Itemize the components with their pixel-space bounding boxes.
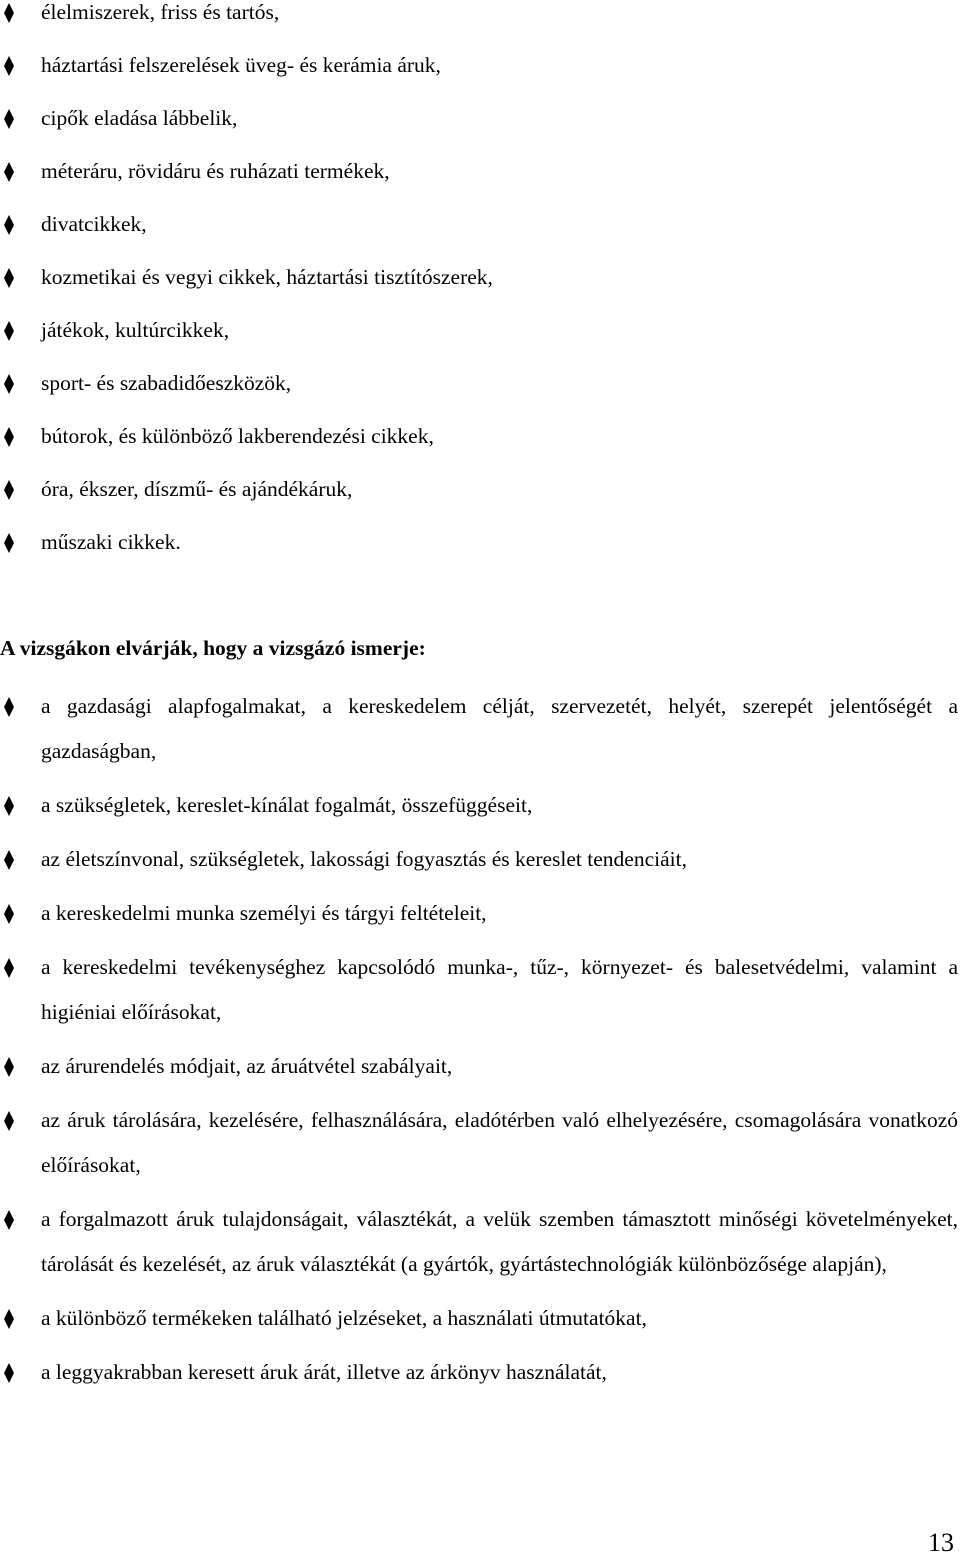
list-item-text: a kereskedelmi tevékenységhez kapcsolódó munka-, tűz-, környezet- és balesetvédelmi, valamint a higiéniai előírásokat, bbox=[41, 955, 958, 1024]
diamond-bullet-icon bbox=[3, 902, 15, 926]
list-item-text: játékok, kultúrcikkek, bbox=[41, 318, 230, 342]
list-item-text: a forgalmazott áruk tulajdonságait, választékát, a velük szemben támasztott minőségi követelményeket, tárolását és kezelését, az áruk választékát (a gyártók, gyártástechnológiák különbözősége alapján), bbox=[41, 1207, 958, 1276]
list-item bbox=[0, 684, 958, 774]
exam-requirements-list bbox=[0, 684, 958, 1404]
diamond-bullet-icon bbox=[3, 531, 15, 555]
list-item-text: méteráru, rövidáru és ruházati termékek, bbox=[41, 159, 390, 183]
list-item-text: bútorok, és különböző lakberendezési cikkek, bbox=[41, 424, 434, 448]
list-item-text: sport- és szabadidőeszközök, bbox=[41, 371, 292, 395]
list-item bbox=[0, 945, 958, 1035]
list-item bbox=[0, 212, 958, 236]
list-item bbox=[0, 1197, 958, 1287]
diamond-bullet-icon bbox=[3, 372, 15, 396]
list-item bbox=[0, 783, 958, 828]
diamond-bullet-icon bbox=[3, 160, 15, 184]
list-item-text: az árurendelés módjait, az áruátvétel szabályait, bbox=[41, 1054, 453, 1078]
list-item bbox=[0, 371, 958, 395]
list-item bbox=[0, 106, 958, 130]
list-item-text: a gazdasági alapfogalmakat, a kereskedelem célját, szervezetét, helyét, szerepét jelentőségét a gazdaságban, bbox=[41, 694, 958, 763]
diamond-bullet-icon bbox=[3, 1055, 15, 1079]
list-item-text: műszaki cikkek. bbox=[41, 530, 181, 554]
product-category-list bbox=[0, 0, 958, 583]
list-item-text: a kereskedelmi munka személyi és tárgyi feltételeit, bbox=[41, 901, 487, 925]
list-item bbox=[0, 424, 958, 448]
list-item bbox=[0, 0, 958, 24]
list-item bbox=[0, 318, 958, 342]
list-item-text: a szükségletek, kereslet-kínálat fogalmát, összefüggéseit, bbox=[41, 793, 533, 817]
list-item bbox=[0, 159, 958, 183]
diamond-bullet-icon bbox=[3, 1, 15, 25]
list-item bbox=[0, 265, 958, 289]
list-item-text: a leggyakrabban keresett áruk árát, illetve az árkönyv használatát, bbox=[41, 1360, 607, 1384]
diamond-bullet-icon bbox=[3, 319, 15, 343]
list-item-text: kozmetikai és vegyi cikkek, háztartási tisztítószerek, bbox=[41, 265, 493, 289]
page-number: 13 bbox=[928, 1528, 954, 1557]
list-item bbox=[0, 1350, 958, 1395]
list-item-text: az áruk tárolására, kezelésére, felhasználására, eladótérben való elhelyezésére, csomagolására vonatkozó előírásokat, bbox=[41, 1108, 958, 1177]
list-item bbox=[0, 530, 958, 554]
list-item bbox=[0, 477, 958, 501]
list-item-text: a különböző termékeken található jelzéseket, a használati útmutatókat, bbox=[41, 1306, 647, 1330]
diamond-bullet-icon bbox=[3, 848, 15, 872]
diamond-bullet-icon bbox=[3, 1208, 15, 1232]
list-item bbox=[0, 1296, 958, 1341]
diamond-bullet-icon bbox=[3, 213, 15, 237]
diamond-bullet-icon bbox=[3, 1307, 15, 1331]
list-item bbox=[0, 1044, 958, 1089]
diamond-bullet-icon bbox=[3, 794, 15, 818]
diamond-bullet-icon bbox=[3, 695, 15, 719]
diamond-bullet-icon bbox=[3, 54, 15, 78]
list-item-text: háztartási felszerelések üveg- és kerámia áruk, bbox=[41, 53, 441, 77]
list-item-text: cipők eladása lábbelik, bbox=[41, 106, 238, 130]
list-item bbox=[0, 891, 958, 936]
diamond-bullet-icon bbox=[3, 1361, 15, 1385]
list-item bbox=[0, 53, 958, 77]
diamond-bullet-icon bbox=[3, 266, 15, 290]
list-item-text: divatcikkek, bbox=[41, 212, 147, 236]
diamond-bullet-icon bbox=[3, 1109, 15, 1133]
list-item-text: óra, ékszer, díszmű- és ajándékáruk, bbox=[41, 477, 353, 501]
section-heading: A vizsgákon elvárják, hogy a vizsgázó ismerje: bbox=[0, 636, 426, 660]
diamond-bullet-icon bbox=[3, 107, 15, 131]
diamond-bullet-icon bbox=[3, 425, 15, 449]
list-item bbox=[0, 1098, 958, 1188]
list-item-text: élelmiszerek, friss és tartós, bbox=[41, 0, 280, 24]
diamond-bullet-icon bbox=[3, 956, 15, 980]
diamond-bullet-icon bbox=[3, 478, 15, 502]
list-item-text: az életszínvonal, szükségletek, lakossági fogyasztás és kereslet tendenciáit, bbox=[41, 847, 687, 871]
list-item bbox=[0, 837, 958, 882]
